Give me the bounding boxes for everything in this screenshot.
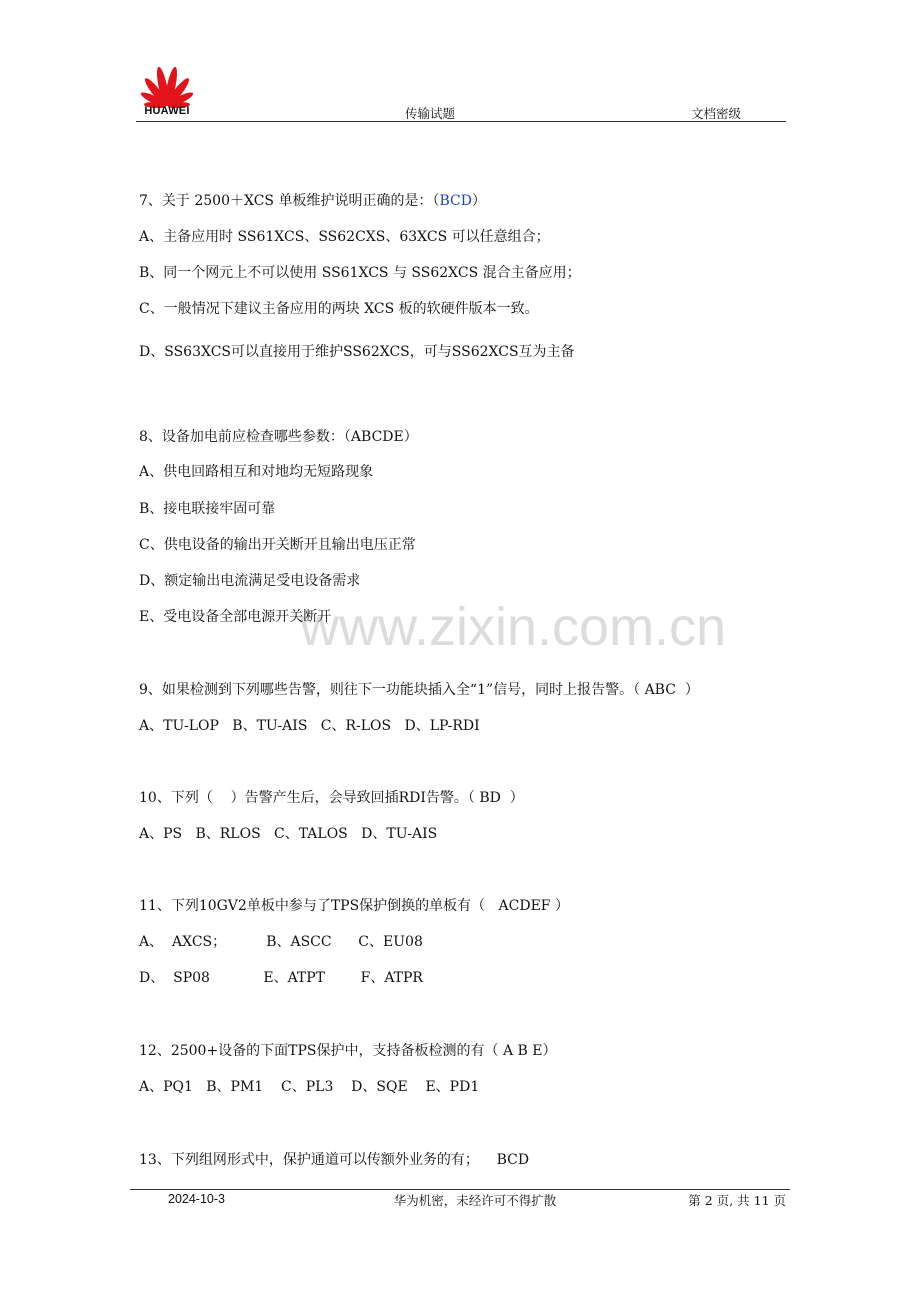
question-13-stem: 13、下列组网形式中，保护通道可以传额外业务的有； BCD: [139, 1152, 530, 1168]
footer-divider: [130, 1189, 790, 1190]
question-11-stem: 11、下列10GV2单板中参与了TPS保护倒换的单板有（ ACDEF ）: [139, 898, 569, 914]
question-7-option-c: C、一般情况下建议主备应用的两块 XCS 板的软硬件版本一致。: [139, 301, 539, 317]
question-stem-text: 7、关于 2500＋XCS 单板维护说明正确的是：（: [139, 193, 440, 209]
question-8-option-e: E、受电设备全部电源开关断开: [139, 609, 332, 625]
question-9-options: A、TU-LOP B、TU-AIS C、R-LOS D、LP-RDI: [139, 718, 480, 734]
watermark: www.zixin.com.cn: [300, 597, 727, 657]
question-7-option-d: D、SS63XCS可以直接用于维护SS62XCS，可与SS62XCS互为主备: [139, 344, 575, 360]
question-8-option-c: C、供电设备的输出开关断开且输出电压正常: [139, 537, 416, 553]
question-8-option-a: A、供电回路相互和对地均无短路现象: [139, 464, 374, 480]
question-8-option-b: B、接电联接牢固可靠: [139, 501, 276, 517]
footer-date: 2024-10-3: [168, 1192, 225, 1206]
header-title: 传输试题: [404, 107, 455, 121]
footer-page-number: 第 2 页, 共 11 页: [688, 1193, 786, 1208]
question-11-options-row-2: D、 SP08 E、ATPT F、ATPR: [139, 970, 423, 986]
question-stem-suffix: ）: [471, 193, 486, 209]
question-9-stem: 9、如果检测到下列哪些告警，则往下一功能块插入全“1”信号，同时上报告警。（ ABC ）: [139, 682, 699, 698]
footer-confidential-notice: 华为机密，未经许可不得扩散: [393, 1193, 557, 1208]
question-12-options: A、PQ1 B、PM1 C、PL3 D、SQE E、PD1: [139, 1079, 480, 1095]
question-8-option-d: D、额定输出电流满足受电设备需求: [139, 573, 361, 589]
question-10-options: A、PS B、RLOS C、TALOS D、TU-AIS: [139, 826, 438, 842]
question-7-option-a: A、主备应用时 SS61XCS、SS62CXS、63XCS 可以任意组合；: [139, 229, 550, 245]
question-7-option-b: B、同一个网元上不可以使用 SS61XCS 与 SS62XCS 混合主备应用；: [139, 265, 581, 281]
header-divider: [136, 121, 786, 122]
question-7-stem: [139, 192, 486, 210]
question-12-stem: 12、2500+设备的下面TPS保护中，支持备板检测的有（ A B E）: [139, 1043, 557, 1059]
question-10-stem: 10、下列（ ）告警产生后，会导致回插RDI告警。（ BD ）: [139, 790, 524, 806]
header-security-level: 文档密级: [690, 107, 741, 121]
question-11-options-row-1: A、 AXCS； B、ASCC C、EU08: [139, 934, 423, 950]
answer-highlight: BCD: [439, 193, 472, 209]
question-8-stem: 8、设备加电前应检查哪些参数：（ABCDE）: [139, 429, 418, 445]
brand-name: HUAWEI: [144, 105, 190, 117]
